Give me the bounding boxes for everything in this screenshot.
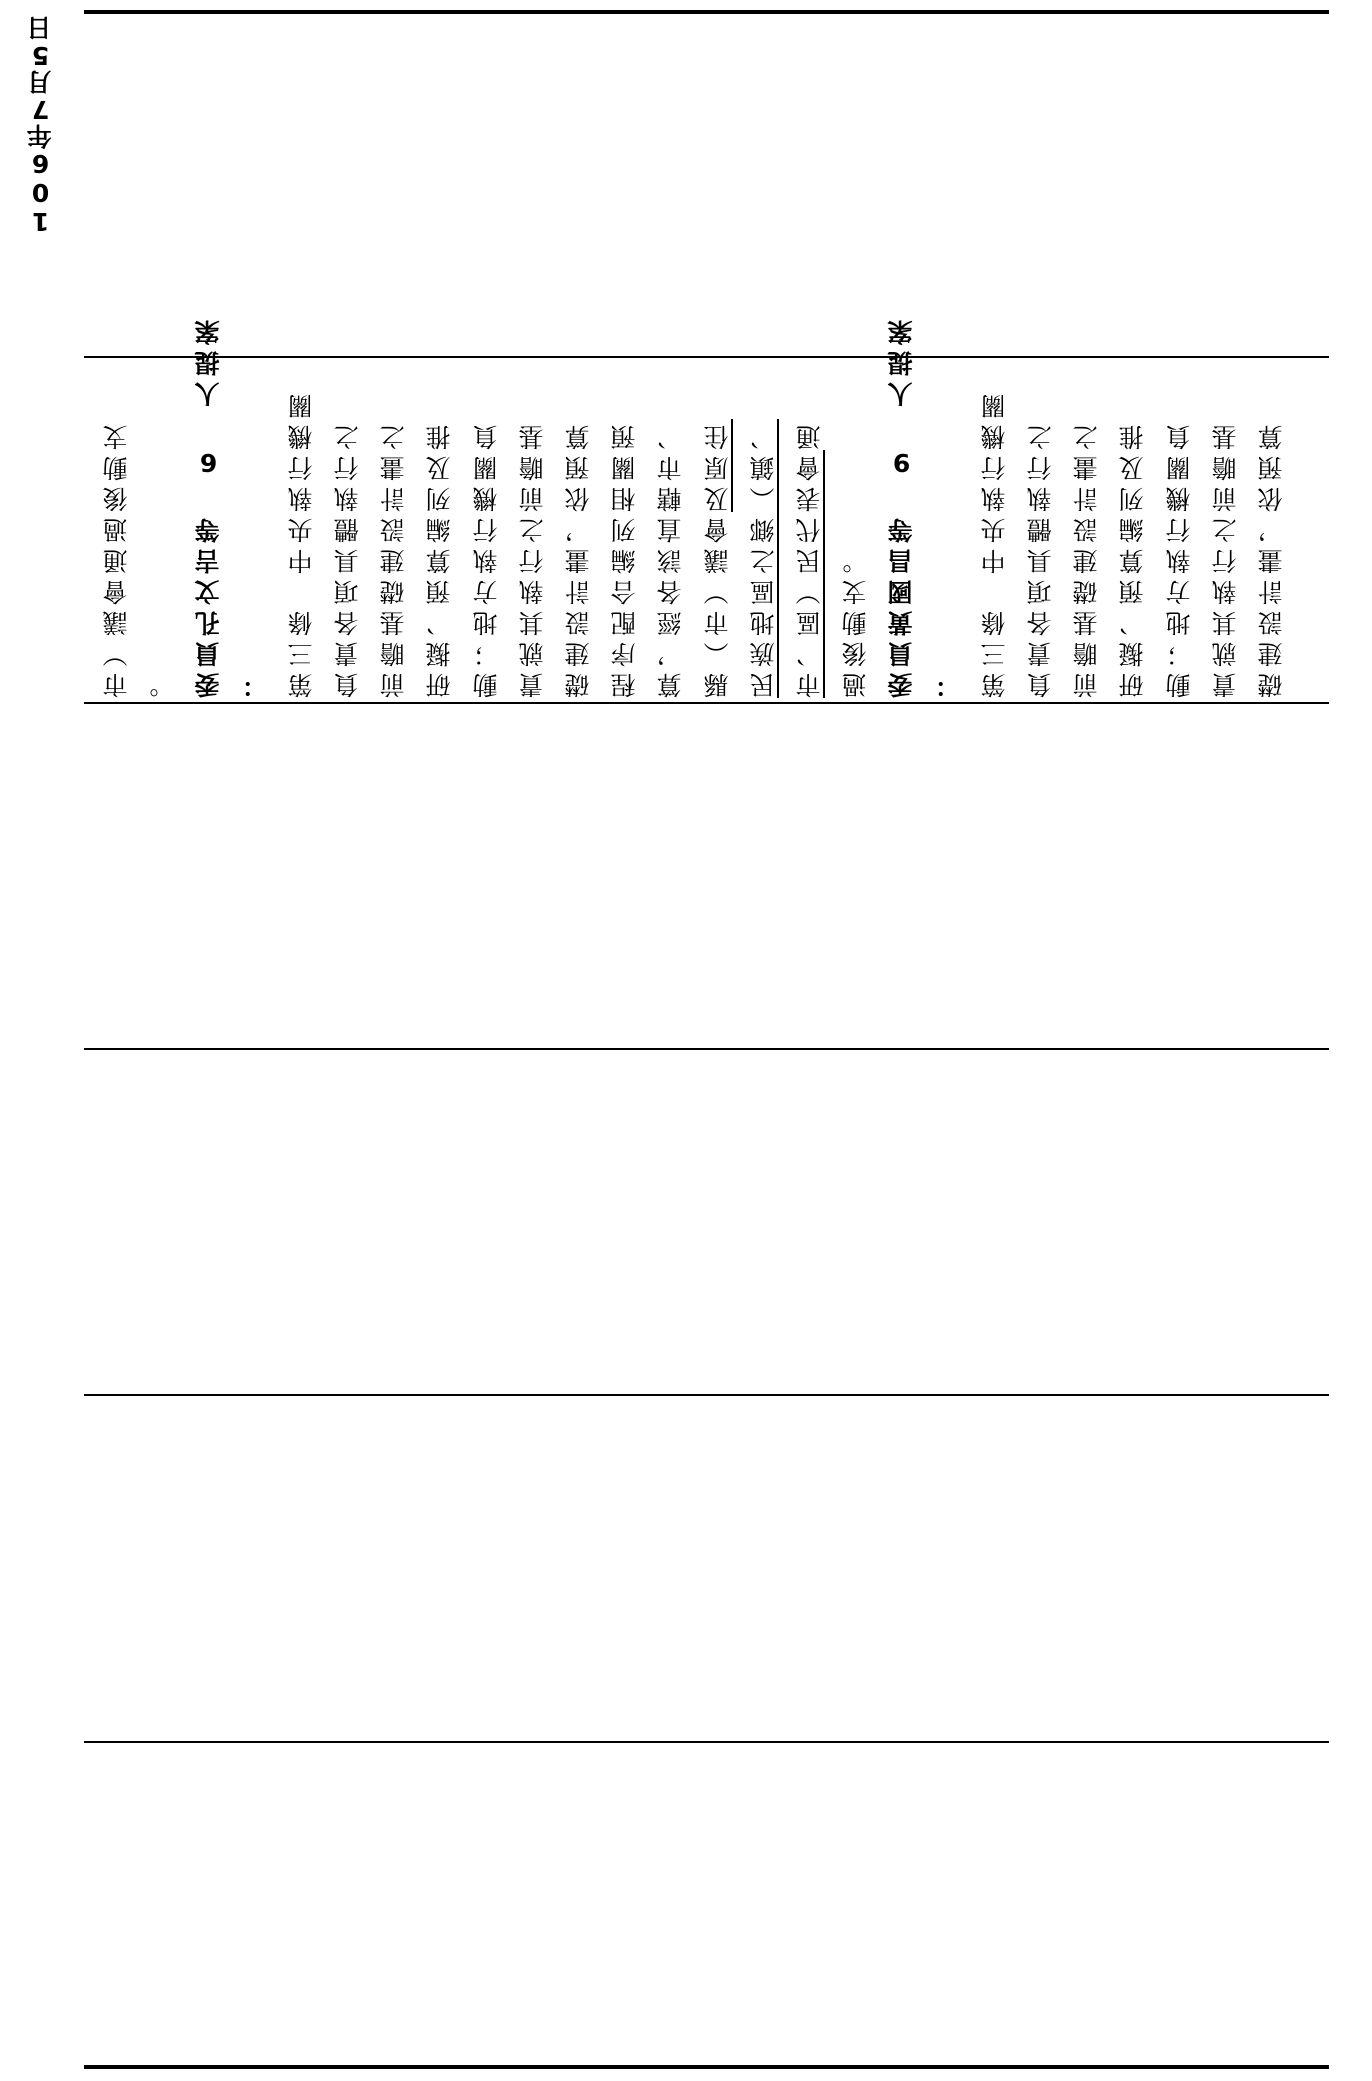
text-line <box>425 368 455 698</box>
text-segment: ： <box>240 667 270 698</box>
proposal-text-cell <box>84 314 1329 698</box>
text-segment: 第三條 中央執行機關 <box>979 388 1009 698</box>
text-line <box>1211 368 1241 698</box>
text-segment: 礎建設計畫，依預算 <box>564 419 593 698</box>
table-bottom-border <box>84 2065 1329 2069</box>
text-line <box>472 368 502 698</box>
text-line <box>795 368 825 698</box>
text-segment: 負責各項具體執行之 <box>333 419 362 698</box>
text-line <box>1257 368 1287 698</box>
text-line <box>656 368 686 698</box>
text-segment: 礎建設計畫，依預算 <box>1257 419 1286 698</box>
text-segment: 縣（市）議會 <box>702 512 732 698</box>
text-segment: 前瞻基礎建設計畫之 <box>1072 419 1102 698</box>
text-segment: 市）議會通過後動支 <box>102 419 131 698</box>
text-line <box>1072 368 1102 698</box>
text-line <box>148 368 178 698</box>
table-row-divider <box>84 1394 1329 1396</box>
text-segment: 委員黃國昌等 9 人提案 <box>887 314 917 698</box>
text-line <box>102 368 132 698</box>
text-segment: 動；地方執行機關負 <box>471 419 501 698</box>
text-segment: ： <box>933 667 963 698</box>
text-segment: 前瞻基礎建設計畫之 <box>379 419 409 698</box>
table-row-divider <box>84 1048 1329 1050</box>
text-segment: 負責各項具體執行之 <box>1026 419 1055 698</box>
page-date-header: 106年7月5日 <box>26 16 55 236</box>
table-top-border <box>84 10 1329 14</box>
text-line <box>1026 368 1056 698</box>
text-line <box>703 368 733 698</box>
text-line <box>980 368 1010 698</box>
text-line <box>564 368 594 698</box>
text-line <box>610 368 640 698</box>
text-segment: 委員孔文吉等 6 人提案 <box>194 314 224 698</box>
text-segment: 程序配合編列相關預 <box>610 419 640 698</box>
text-line <box>518 368 548 698</box>
text-line <box>379 368 409 698</box>
text-line <box>749 368 779 698</box>
table-row-divider <box>84 356 1329 358</box>
text-line <box>1165 368 1195 698</box>
text-segment: 。 <box>148 667 178 698</box>
table-row-divider <box>84 1741 1329 1743</box>
text-segment: 研擬、預算編列及推 <box>1118 419 1148 698</box>
text-segment: 責就其執行之前瞻基 <box>517 419 547 698</box>
text-line <box>1118 368 1148 698</box>
text-segment: 市、區）民代表會 <box>795 450 824 698</box>
text-line <box>934 368 964 698</box>
text-line <box>241 368 271 698</box>
text-line <box>287 368 317 698</box>
text-segment: 及原住 <box>702 419 732 512</box>
text-segment: 通 <box>795 419 824 450</box>
text-segment: 動；地方執行機關負 <box>1164 419 1194 698</box>
text-segment: 第三條 中央執行機關 <box>286 388 316 698</box>
table-row-divider <box>84 702 1329 704</box>
text-segment: 責就其執行之前瞻基 <box>1210 419 1240 698</box>
text-line <box>194 314 224 698</box>
text-line <box>841 368 871 698</box>
text-segment: 研擬、預算編列及推 <box>425 419 455 698</box>
text-segment: 民族地區之鄉（鎮、 <box>748 419 778 698</box>
text-segment: 過後動支。 <box>841 543 871 698</box>
text-line <box>333 368 363 698</box>
text-segment: 算，經各該直轄市、 <box>656 419 686 698</box>
text-line <box>887 314 917 698</box>
